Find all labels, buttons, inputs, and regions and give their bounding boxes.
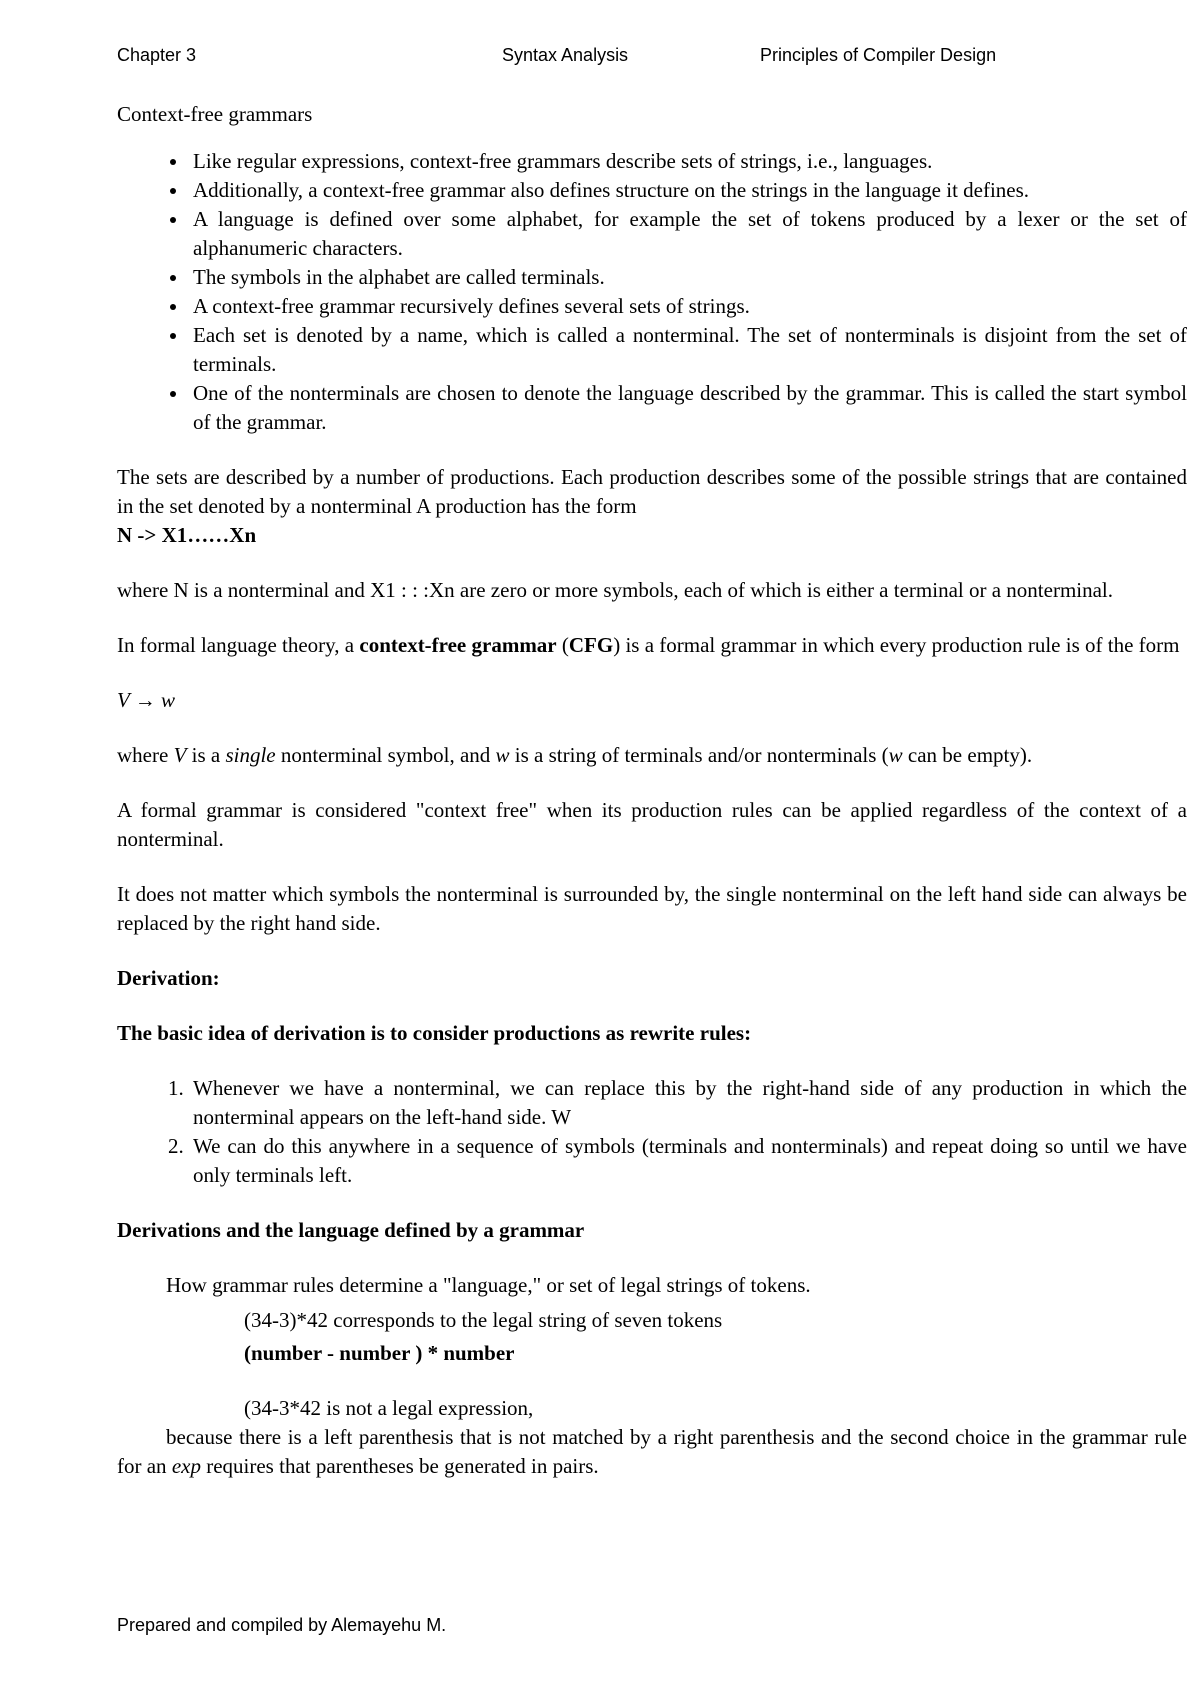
cfg-text-after: ) is a formal grammar in which every production rule is of the form (613, 633, 1180, 657)
context-free-paragraph: A formal grammar is considered "context free" when its production rules can be applied regardless of the context of a nonterminal. (117, 798, 1187, 851)
derivation-steps (117, 1074, 1187, 1190)
example-line: (34-3)*42 corresponds to the legal string of seven tokens (244, 1308, 723, 1332)
production-form: N -> X1……Xn (117, 523, 257, 547)
var-v: V (173, 743, 187, 767)
var-w: w (495, 743, 510, 767)
list-item: • A language is defined over some alphabet, for example the set of tokens produced by a lexer or the set of alphanumeric characters. (189, 205, 1187, 263)
term-exp: exp (171, 1454, 201, 1478)
list-item: • Like regular expressions, context-free grammars describe sets of strings, i.e., languages. (189, 147, 1187, 176)
list-item: • One of the nonterminals are chosen to denote the language described by the grammar. This is called the start symbol of the grammar. (189, 379, 1187, 437)
text-run: is a string of terminals and/or nonterminals ( (509, 743, 889, 767)
text-run: because there is a left parenthesis that is not matched by a right parenthesis and the second choice in the grammar rule for an (117, 1425, 1187, 1478)
cfg-term: context-free grammar (359, 633, 557, 657)
list-item: • Each set is denoted by a name, which is called a nonterminal. The set of nonterminals is disjoint from the set of terminals. (189, 321, 1187, 379)
productions-paragraph: The sets are described by a number of productions. Each production describes some of the possible strings that are contained in the set denoted by a nonterminal A production has the form (117, 465, 1187, 518)
list-item: 1. Whenever we have a nonterminal, we can replace this by the right-hand side of any production in which the nonterminal appears on the left-hand side. W (189, 1074, 1187, 1132)
list-item: • Additionally, a context-free grammar also defines structure on the strings in the language it defines. (189, 176, 1187, 205)
cfg-text-before: In formal language theory, a (117, 633, 360, 657)
derivations-heading: Derivations and the language defined by a grammar (117, 1218, 585, 1242)
illegal-line: (34-3*42 is not a legal expression, (244, 1396, 534, 1420)
where-v-paragraph (117, 741, 1187, 770)
derivation-heading: Derivation: (117, 966, 220, 990)
because-paragraph (117, 1423, 1187, 1481)
text-run: nonterminal symbol, and (275, 743, 496, 767)
header-book: Principles of Compiler Design (760, 45, 997, 65)
nonterminal-paragraph: It does not matter which symbols the nonterminal is surrounded by, the single nonterminal on the left hand side can always be replaced by the right hand side. (117, 882, 1187, 935)
cfg-text-middle: ( (556, 633, 569, 657)
text-run: can be empty). (902, 743, 1033, 767)
page-footer: Prepared and compiled by Alemayehu M. (117, 1615, 447, 1635)
how-line: How grammar rules determine a "language," or set of legal strings of tokens. (166, 1273, 811, 1297)
derivation-subheading: The basic idea of derivation is to consider productions as rewrite rules: (117, 1021, 752, 1045)
text-run: is a (186, 743, 226, 767)
text-run: where (117, 743, 174, 767)
var-w: w (888, 743, 903, 767)
header-topic: Syntax Analysis (502, 45, 629, 65)
page-content (117, 100, 1187, 1507)
cfg-abbr: CFG (568, 633, 614, 657)
header-chapter: Chapter 3 (117, 45, 197, 65)
emphasis-single: single (225, 743, 276, 767)
section-title: Context-free grammars (117, 102, 313, 126)
list-item: 2. We can do this anywhere in a sequence of symbols (terminals and nonterminals) and repeat doing so until we have only terminals left. (189, 1132, 1187, 1190)
where-paragraph: where N is a nonterminal and X1 : : :Xn are zero or more symbols, each of which is either a terminal or a nonterminal. (117, 578, 1114, 602)
list-item: • A context-free grammar recursively defines several sets of strings. (189, 292, 1187, 321)
cfg-definition-paragraph (117, 631, 1187, 660)
tokens-line: (number - number ) * number (244, 1341, 515, 1365)
cfg-bullet-list (117, 147, 1187, 437)
list-item: • The symbols in the alphabet are called terminals. (189, 263, 1187, 292)
rule-form: V → w (117, 688, 175, 712)
text-run: requires that parentheses be generated in pairs. (200, 1454, 599, 1478)
